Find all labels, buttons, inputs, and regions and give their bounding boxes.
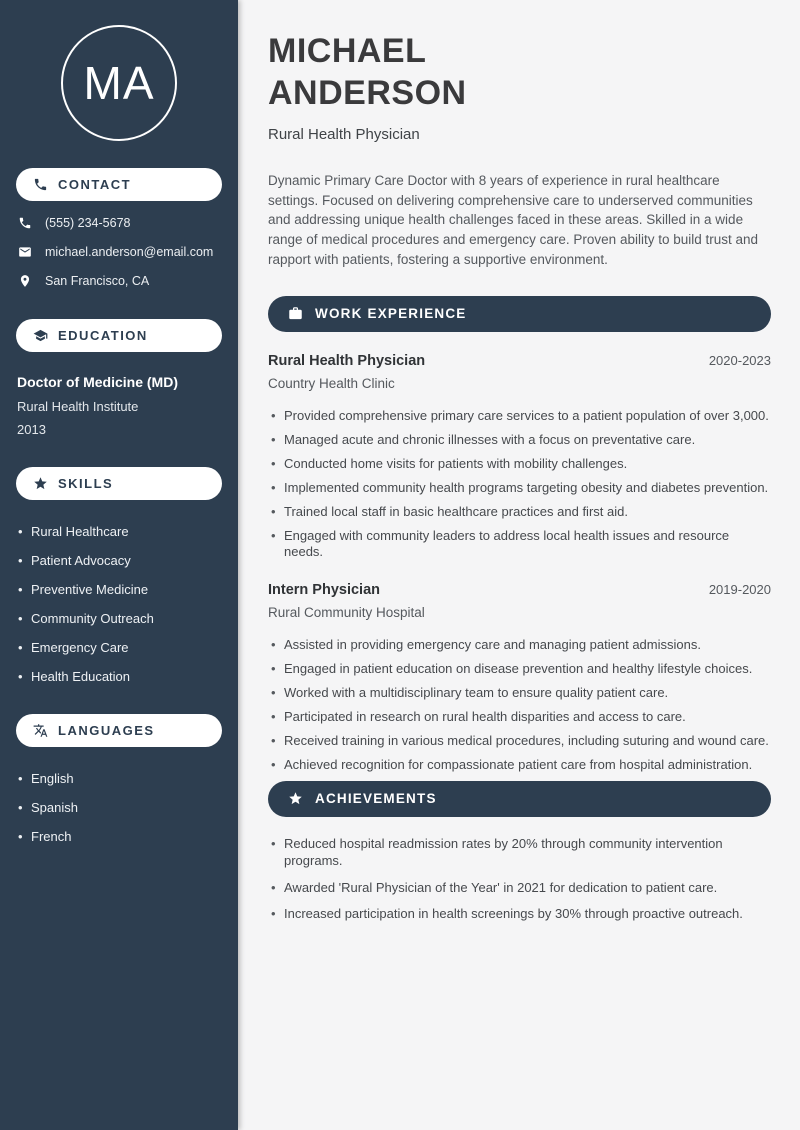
avatar-wrap xyxy=(0,0,238,141)
phone-icon xyxy=(18,216,32,230)
achievement-bullet: • Awarded 'Rural Physician of the Year' in 2021 for dedication to patient care. xyxy=(268,879,771,897)
job-bullet: • Received training in various medical procedures, including suturing and wound care. xyxy=(268,733,771,750)
contact-phone: (555) 234-5678 xyxy=(45,216,131,230)
skill-item: • Preventive Medicine xyxy=(18,582,224,597)
languages-list xyxy=(0,747,238,844)
language-item: • French xyxy=(18,829,224,844)
education-school: Rural Health Institute xyxy=(17,399,139,414)
language-item: • English xyxy=(18,771,224,786)
achievement-bullet: • Reduced hospital readmission rates by 20% through community intervention programs. xyxy=(268,835,771,870)
skills-section-label: SKILLS xyxy=(58,476,114,491)
education-degree: Doctor of Medicine (MD) xyxy=(17,374,178,390)
job-company: Rural Community Hospital xyxy=(268,604,425,620)
skills-list xyxy=(0,500,238,684)
job-company: Country Health Clinic xyxy=(268,375,395,391)
job-entry xyxy=(268,353,771,561)
person-title: Rural Health Physician xyxy=(268,126,420,143)
briefcase-icon xyxy=(288,306,303,321)
job-bullet-list xyxy=(268,637,771,774)
graduation-cap-icon xyxy=(33,328,48,343)
education-entry xyxy=(0,352,238,437)
skill-item: • Rural Healthcare xyxy=(18,524,224,539)
job-head xyxy=(268,582,771,598)
job-bullet: • Implemented community health programs targeting obesity and diabetes prevention. xyxy=(268,480,771,497)
job-bullet: • Engaged with community leaders to address local health issues and resource needs. xyxy=(268,528,771,561)
skill-item: • Patient Advocacy xyxy=(18,553,224,568)
person-name-line2: ANDERSON xyxy=(268,74,467,112)
star-icon xyxy=(33,476,48,491)
skills-section-header xyxy=(16,467,222,500)
skill-item: • Emergency Care xyxy=(18,640,224,655)
achievement-bullet: • Increased participation in health screenings by 30% through proactive outreach. xyxy=(268,905,771,923)
contact-section-label: CONTACT xyxy=(58,177,132,192)
job-bullet: • Assisted in providing emergency care and managing patient admissions. xyxy=(268,637,771,654)
contact-phone-row xyxy=(0,216,238,230)
skill-item: • Health Education xyxy=(18,669,224,684)
education-year: 2013 xyxy=(17,422,46,437)
contact-email: michael.anderson@email.com xyxy=(45,245,214,259)
location-pin-icon xyxy=(18,274,32,288)
job-head xyxy=(268,353,771,369)
phone-icon xyxy=(33,177,48,192)
job-bullet: • Worked with a multidisciplinary team to ensure quality patient care. xyxy=(268,685,771,702)
job-bullet: • Managed acute and chronic illnesses with a focus on preventative care. xyxy=(268,432,771,449)
contact-list xyxy=(0,216,238,288)
language-item: • Spanish xyxy=(18,800,224,815)
job-bullet: • Trained local staff in basic healthcare practices and first aid. xyxy=(268,504,771,521)
skill-item: • Community Outreach xyxy=(18,611,224,626)
main-content xyxy=(238,0,800,1130)
avatar-initials: MA xyxy=(83,57,155,109)
job-bullet: • Provided comprehensive primary care services to a patient population of over 3,000. xyxy=(268,408,771,425)
achievements-section-label: ACHIEVEMENTS xyxy=(315,791,437,807)
achievements-section-header xyxy=(268,781,771,817)
summary-paragraph: Dynamic Primary Care Doctor with 8 years of experience in rural healthcare settings. Focused on delivering comprehensive care to underserved communities and addressing unique health challenges faced in these areas. Skilled in a wide range of medical procedures and emergency care. Proven ability to build trust and rapport with patients, fostering a supportive environment. xyxy=(268,173,759,267)
job-bullet: • Conducted home visits for patients with mobility challenges. xyxy=(268,456,771,473)
job-title: Rural Health Physician xyxy=(268,352,426,369)
contact-location-row xyxy=(0,274,238,288)
contact-location: San Francisco, CA xyxy=(45,274,150,288)
contact-email-row xyxy=(0,245,238,259)
job-bullet: • Engaged in patient education on disease prevention and healthy lifestyle choices. xyxy=(268,661,771,678)
person-name-line1: MICHAEL xyxy=(268,32,427,70)
work-experience-section-label: WORK EXPERIENCE xyxy=(315,306,467,322)
job-title: Intern Physician xyxy=(268,581,381,598)
languages-section-header xyxy=(16,714,222,747)
job-bullet-list xyxy=(268,408,771,561)
education-section-header xyxy=(16,319,222,352)
job-dates: 2020-2023 xyxy=(708,352,771,368)
job-bullet: • Achieved recognition for compassionate patient care from hospital administration. xyxy=(268,757,771,774)
avatar xyxy=(61,25,177,141)
achievements-list xyxy=(268,835,771,923)
person-name xyxy=(268,30,771,114)
job-dates: 2019-2020 xyxy=(708,581,771,597)
contact-section-header xyxy=(16,168,222,201)
sidebar xyxy=(0,0,238,1130)
job-bullet: • Participated in research on rural health disparities and access to care. xyxy=(268,709,771,726)
education-section-label: EDUCATION xyxy=(58,328,148,343)
work-experience-section-header xyxy=(268,296,771,332)
star-icon xyxy=(288,791,303,806)
email-icon xyxy=(18,245,32,259)
job-entry xyxy=(268,582,771,774)
languages-section-label: LANGUAGES xyxy=(58,723,155,738)
translate-icon xyxy=(33,723,48,738)
